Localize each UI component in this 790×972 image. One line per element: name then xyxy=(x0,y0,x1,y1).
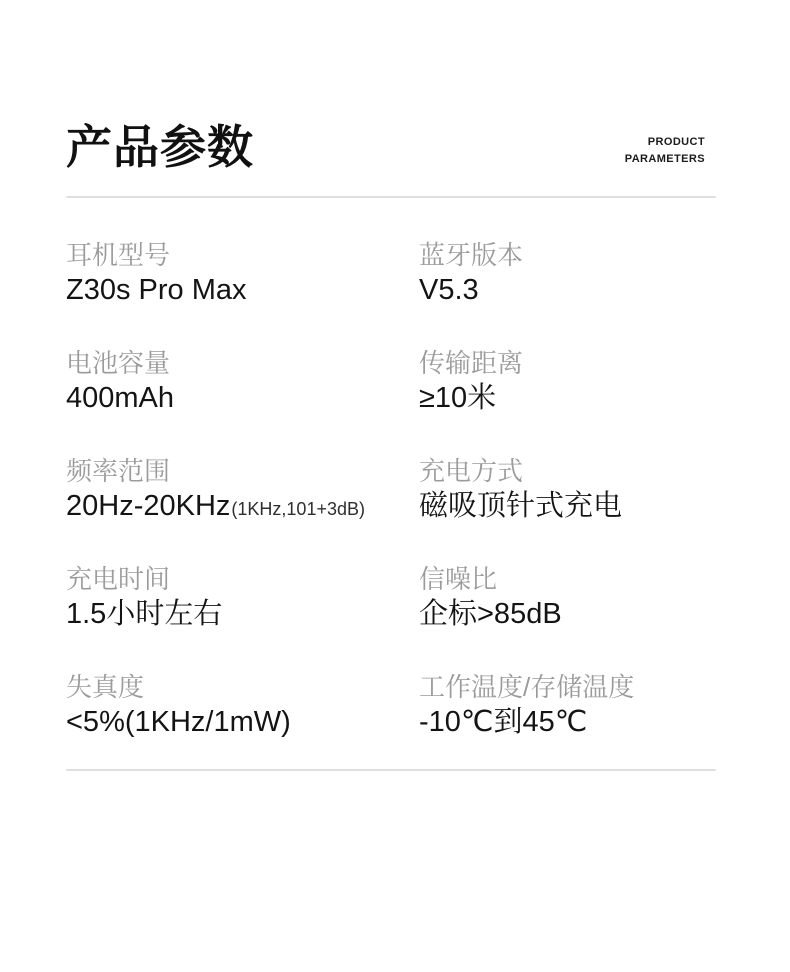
spec-value-main: 1.5小时左右 xyxy=(66,598,223,630)
spec-value-main: V5.3 xyxy=(419,274,479,306)
spec-item xyxy=(66,348,419,419)
spec-value xyxy=(66,596,419,635)
spec-label: 失真度 xyxy=(66,672,145,702)
header xyxy=(66,118,716,176)
spec-item xyxy=(419,348,716,419)
spec-label: 充电时间 xyxy=(66,564,171,594)
spec-value-main: 企标>85dB xyxy=(419,598,562,630)
spec-item xyxy=(419,672,716,743)
spec-value xyxy=(419,596,716,635)
spec-value xyxy=(419,704,716,743)
spec-value xyxy=(66,272,419,311)
spec-label: 信噪比 xyxy=(419,564,498,594)
header-subtitle-line1: PRODUCT xyxy=(647,136,705,148)
footer-divider xyxy=(66,769,716,771)
spec-item xyxy=(66,564,419,635)
spec-item xyxy=(419,240,716,311)
spec-item xyxy=(419,456,716,527)
spec-item xyxy=(66,240,419,311)
spec-value xyxy=(419,380,716,419)
spec-value-main: -10℃到45℃ xyxy=(419,706,588,738)
spec-value xyxy=(66,488,419,527)
spec-value-main: 20Hz-20KHz xyxy=(66,490,231,522)
header-subtitle-line2: PARAMETERS xyxy=(624,153,705,165)
spec-value-main: 磁吸顶针式充电 xyxy=(419,490,623,522)
spec-item xyxy=(66,456,419,527)
page-title: 产品参数 xyxy=(66,121,254,173)
spec-label: 电池容量 xyxy=(66,348,171,378)
spec-label: 传输距离 xyxy=(419,348,524,378)
spec-value-main: Z30s Pro Max xyxy=(66,274,247,306)
spec-value xyxy=(419,272,716,311)
spec-table xyxy=(66,240,716,743)
spec-value xyxy=(66,380,419,419)
spec-label: 耳机型号 xyxy=(66,240,171,270)
spec-label: 蓝牙版本 xyxy=(419,240,524,270)
spec-item xyxy=(66,672,419,743)
spec-value-main: <5%(1KHz/1mW) xyxy=(66,706,291,738)
spec-value-note: (1KHz,101+3dB) xyxy=(231,499,365,519)
spec-label: 工作温度/存储温度 xyxy=(419,672,635,702)
spec-value-main: ≥10米 xyxy=(419,382,497,414)
spec-value xyxy=(66,704,419,743)
spec-label: 频率范围 xyxy=(66,456,171,486)
spec-label: 充电方式 xyxy=(419,456,524,486)
header-subtitle xyxy=(625,134,705,176)
header-divider xyxy=(66,196,716,198)
spec-item xyxy=(419,564,716,635)
spec-value-main: 400mAh xyxy=(66,382,175,414)
spec-value xyxy=(419,488,716,527)
